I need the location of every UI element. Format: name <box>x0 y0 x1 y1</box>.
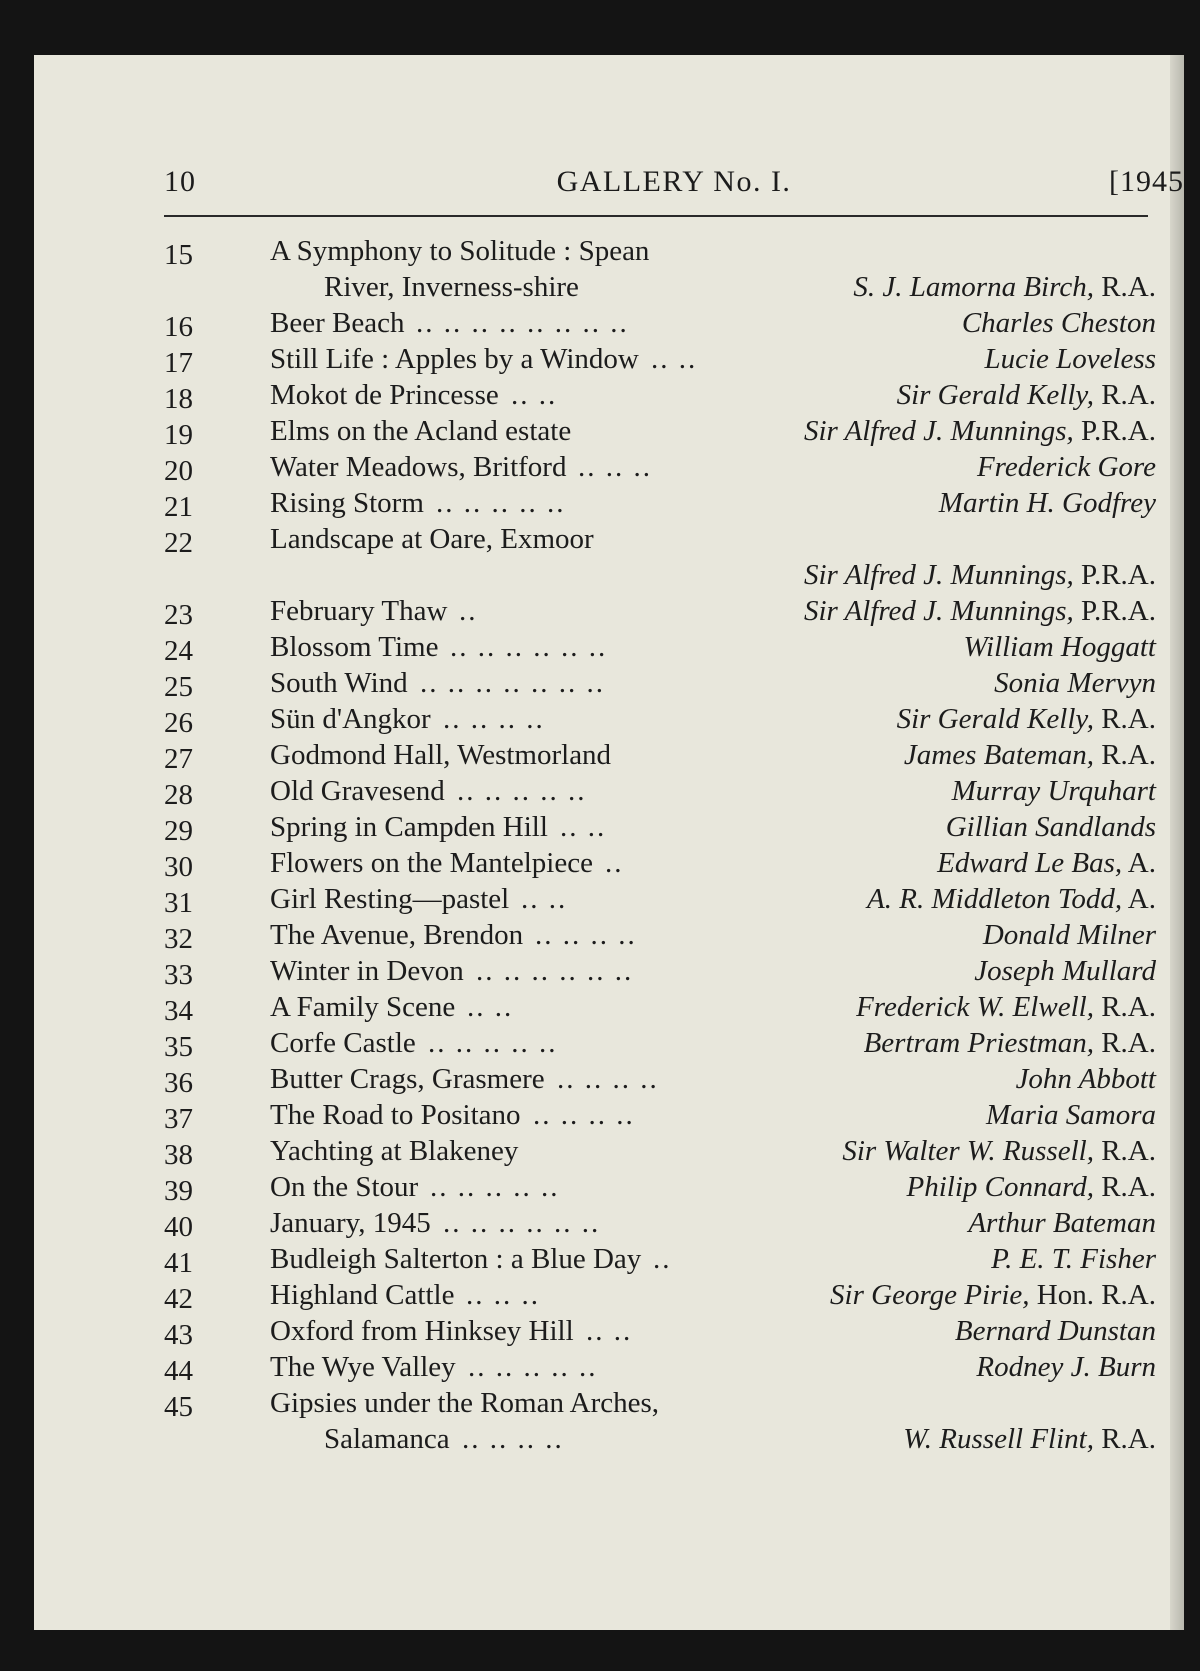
entry-artist <box>984 341 1156 377</box>
artist-name: John Abbott <box>1015 1063 1156 1095</box>
entry-artist: Bertram Priestman, R.A. <box>863 1027 1156 1059</box>
artist-name: Sir Gerald Kelly, <box>896 703 1094 735</box>
catalogue-entry <box>164 305 1156 341</box>
catalogue-entry <box>164 485 1156 521</box>
artist-name: Martin H. Godfrey <box>938 487 1156 519</box>
catalogue-entry <box>164 413 1156 449</box>
entry-number: 32 <box>164 923 193 955</box>
catalogue-entry <box>164 341 1156 377</box>
entry-artist: Sir Alfred J. Munnings, P.R.A. <box>803 595 1156 627</box>
catalogue-entry <box>164 521 1156 557</box>
entry-title: Elms on the Acland estate <box>270 415 572 447</box>
entry-artist: W. Russell Flint, R.A. <box>903 1423 1156 1455</box>
catalogue-entry <box>164 377 1156 413</box>
entry-title: Corfe Castle <box>270 1027 416 1059</box>
entry-number: 34 <box>164 995 193 1027</box>
artist-name: A. R. Middleton Todd, <box>867 883 1123 915</box>
entry-title: Budleigh Salterton : a Blue Day <box>270 1243 642 1275</box>
catalogue-list <box>164 233 1156 1457</box>
leader-dots: .. .. <box>560 811 607 843</box>
catalogue-entry <box>164 953 1156 989</box>
entry-artist <box>991 1241 1156 1277</box>
leader-dots: .. .. .. .. <box>443 703 545 735</box>
leader-dots: .. .. .. .. <box>533 1099 635 1131</box>
entry-title: Highland Cattle <box>270 1279 455 1311</box>
catalogue-entry <box>164 773 1156 809</box>
catalogue-entry <box>164 1025 1156 1061</box>
catalogue-entry <box>164 1277 1156 1313</box>
artist-name: Sir Alfred J. Munnings, <box>803 415 1074 447</box>
entry-artist <box>946 809 1156 845</box>
artist-name: Frederick W. Elwell, <box>856 991 1094 1023</box>
entry-number: 16 <box>164 311 193 343</box>
catalogue-page <box>34 55 1184 1630</box>
artist-name: Maria Samora <box>986 1099 1156 1131</box>
entry-artist: James Bateman, R.A. <box>903 739 1156 771</box>
leader-dots: .. .. .. .. .. <box>468 1351 598 1383</box>
entry-artist: Sir Gerald Kelly, R.A. <box>896 379 1156 411</box>
entry-artist: Sir Alfred J. Munnings, P.R.A. <box>803 415 1156 447</box>
entry-title: The Wye Valley <box>270 1351 456 1383</box>
artist-name: Sir Alfred J. Munnings, <box>803 559 1074 591</box>
entry-artist: Sir George Pirie, Hon. R.A. <box>830 1279 1156 1311</box>
artist-name: Rodney J. Burn <box>976 1351 1156 1383</box>
entry-number: 21 <box>164 491 193 523</box>
entry-artist <box>974 953 1156 989</box>
entry-title: Gipsies under the Roman Arches, <box>270 1387 660 1419</box>
entry-artist: Sir Alfred J. Munnings, P.R.A. <box>803 559 1156 591</box>
entry-artist: S. J. Lamorna Birch, R.A. <box>853 271 1156 303</box>
entry-title: A Symphony to Solitude : Spean <box>270 235 650 267</box>
entry-artist <box>939 485 1156 521</box>
entry-title-continued: Salamanca <box>324 1423 450 1455</box>
leader-dots: .. .. <box>651 343 698 375</box>
leader-dots: .. .. .. .. .. <box>457 775 587 807</box>
entry-title: South Wind <box>270 667 408 699</box>
catalogue-entry <box>164 1133 1156 1169</box>
leader-dots: .. .. <box>586 1315 633 1347</box>
catalogue-entry <box>164 1097 1156 1133</box>
entry-title: Flowers on the Mantelpiece <box>270 847 593 879</box>
entry-title: A Family Scene <box>270 991 456 1023</box>
entry-number: 19 <box>164 419 193 451</box>
leader-dots: .. .. .. .. .. .. <box>476 955 634 987</box>
catalogue-entry <box>164 989 1156 1025</box>
catalogue-entry <box>164 233 1156 269</box>
entry-artist <box>955 1313 1156 1349</box>
entry-title: Godmond Hall, Westmorland <box>270 739 612 771</box>
header-rule <box>164 215 1148 217</box>
entry-number: 41 <box>164 1247 193 1279</box>
page-spine <box>1170 55 1184 1630</box>
entry-artist <box>962 305 1156 341</box>
artist-name: Joseph Mullard <box>974 955 1156 987</box>
artist-name: Sir Walter W. Russell, <box>842 1135 1094 1167</box>
entry-number: 22 <box>164 527 193 559</box>
leader-dots: .. .. .. .. .. .. <box>443 1207 601 1239</box>
entry-number: 24 <box>164 635 193 667</box>
entry-number: 33 <box>164 959 193 991</box>
artist-name: Donald Milner <box>982 919 1156 951</box>
entry-number: 38 <box>164 1139 193 1171</box>
catalogue-entry <box>164 449 1156 485</box>
catalogue-entry <box>164 881 1156 917</box>
entry-title: The Road to Positano <box>270 1099 521 1131</box>
artist-name: Bernard Dunstan <box>954 1315 1156 1347</box>
entry-number: 26 <box>164 707 193 739</box>
entry-artist <box>977 449 1156 485</box>
entry-artist <box>1016 1061 1156 1097</box>
entry-number: 27 <box>164 743 193 775</box>
entry-number: 45 <box>164 1391 193 1423</box>
catalogue-entry <box>164 593 1156 629</box>
leader-dots: .. .. .. <box>466 1279 540 1311</box>
entry-artist: Frederick W. Elwell, R.A. <box>856 991 1156 1023</box>
catalogue-entry <box>164 1169 1156 1205</box>
catalogue-entry <box>164 809 1156 845</box>
catalogue-entry <box>164 1385 1156 1421</box>
artist-name: Murray Urquhart <box>951 775 1156 807</box>
leader-dots: .. .. .. .. .. .. .. .. <box>416 307 629 339</box>
entry-number: 15 <box>164 239 193 271</box>
artist-name: Charles Cheston <box>961 307 1156 339</box>
catalogue-entry <box>164 845 1156 881</box>
entry-title: February Thaw <box>270 595 448 627</box>
entry-title: Winter in Devon <box>270 955 464 987</box>
entry-number: 39 <box>164 1175 193 1207</box>
entry-artist <box>976 1349 1156 1385</box>
leader-dots: .. <box>653 1243 672 1275</box>
leader-dots: .. .. .. <box>578 451 652 483</box>
leader-dots: .. .. <box>511 379 558 411</box>
artist-name: Arthur Bateman <box>968 1207 1156 1239</box>
entry-artist <box>963 629 1156 665</box>
artist-name: James Bateman, <box>903 739 1094 771</box>
leader-dots: .. .. .. .. .. <box>428 1027 558 1059</box>
entry-number: 20 <box>164 455 193 487</box>
catalogue-entry-continued <box>164 269 1156 305</box>
page-header <box>164 165 1184 215</box>
entry-number: 37 <box>164 1103 193 1135</box>
page-year: [1945 <box>1109 165 1184 198</box>
entry-title: Yachting at Blakeney <box>270 1135 519 1167</box>
artist-name: Sir George Pirie, <box>830 1279 1030 1311</box>
artist-name: Sir Gerald Kelly, <box>896 379 1094 411</box>
leader-dots: .. .. <box>467 991 514 1023</box>
entry-number: 28 <box>164 779 193 811</box>
entry-number: 36 <box>164 1067 193 1099</box>
leader-dots: .. .. .. .. <box>535 919 637 951</box>
entry-title: Water Meadows, Britford <box>270 451 567 483</box>
leader-dots: .. .. .. .. <box>557 1063 659 1095</box>
artist-name: Sonia Mervyn <box>994 667 1156 699</box>
artist-name: Edward Le Bas, <box>937 847 1123 879</box>
entry-number: 40 <box>164 1211 193 1243</box>
entry-number: 29 <box>164 815 193 847</box>
entry-title: Beer Beach <box>270 307 405 339</box>
artist-name: William Hoggatt <box>963 631 1156 663</box>
catalogue-entry <box>164 1241 1156 1277</box>
artist-name: Bertram Priestman, <box>863 1027 1094 1059</box>
artist-name: W. Russell Flint, <box>903 1423 1094 1455</box>
entry-title: Landscape at Oare, Exmoor <box>270 523 594 555</box>
entry-number: 42 <box>164 1283 193 1315</box>
catalogue-entry <box>164 1349 1156 1385</box>
entry-number: 35 <box>164 1031 193 1063</box>
catalogue-entry <box>164 701 1156 737</box>
entry-title: The Avenue, Brendon <box>270 919 524 951</box>
entry-title: Spring in Campden Hill <box>270 811 548 843</box>
artist-name: Lucie Loveless <box>984 343 1156 375</box>
leader-dots: .. .. <box>521 883 568 915</box>
entry-title: Oxford from Hinksey Hill <box>270 1315 574 1347</box>
leader-dots: .. .. .. .. <box>462 1423 564 1455</box>
entry-title: Still Life : Apples by a Window <box>270 343 639 375</box>
catalogue-entry-continued <box>164 1421 1156 1457</box>
entry-artist: A. R. Middleton Todd, A. <box>867 883 1156 915</box>
entry-artist: Sir Gerald Kelly, R.A. <box>896 703 1156 735</box>
entry-number: 18 <box>164 383 193 415</box>
entry-number: 44 <box>164 1355 193 1387</box>
entry-artist: Edward Le Bas, A. <box>937 847 1156 879</box>
artist-name: Gillian Sandlands <box>945 811 1156 843</box>
leader-dots: .. .. .. .. .. .. <box>450 631 608 663</box>
entry-title: On the Stour <box>270 1171 419 1203</box>
entry-artist: Sir Walter W. Russell, R.A. <box>842 1135 1156 1167</box>
catalogue-entry <box>164 665 1156 701</box>
catalogue-entry <box>164 917 1156 953</box>
entry-title: Mokot de Princesse <box>270 379 499 411</box>
entry-title: January, 1945 <box>270 1207 431 1239</box>
leader-dots: .. <box>459 595 478 627</box>
entry-title: Butter Crags, Grasmere <box>270 1063 545 1095</box>
entry-artist <box>983 917 1156 953</box>
entry-title-continued: River, Inverness-shire <box>324 271 579 303</box>
entry-title: Blossom Time <box>270 631 439 663</box>
artist-name: Philip Connard, <box>906 1171 1094 1203</box>
entry-number: 25 <box>164 671 193 703</box>
catalogue-entry <box>164 1313 1156 1349</box>
leader-dots: .. .. .. .. .. <box>436 487 566 519</box>
entry-artist <box>968 1205 1156 1241</box>
entry-number: 17 <box>164 347 193 379</box>
artist-name: Frederick Gore <box>976 451 1156 483</box>
entry-number: 30 <box>164 851 193 883</box>
entry-number: 43 <box>164 1319 193 1351</box>
leader-dots: .. <box>605 847 624 879</box>
leader-dots: .. .. .. .. .. .. .. <box>420 667 605 699</box>
entry-artist: Philip Connard, R.A. <box>906 1171 1156 1203</box>
catalogue-entry <box>164 737 1156 773</box>
artist-name: Sir Alfred J. Munnings, <box>803 595 1074 627</box>
catalogue-entry-continued <box>164 557 1156 593</box>
catalogue-entry <box>164 1061 1156 1097</box>
artist-name: P. E. T. Fisher <box>991 1243 1156 1275</box>
page-title: GALLERY No. I. <box>556 165 792 198</box>
entry-title: Girl Resting—pastel <box>270 883 510 915</box>
entry-artist <box>986 1097 1156 1133</box>
catalogue-entry <box>164 629 1156 665</box>
entry-artist <box>994 665 1156 701</box>
entry-number: 31 <box>164 887 193 919</box>
entry-artist <box>952 773 1156 809</box>
artist-name: S. J. Lamorna Birch, <box>853 271 1094 303</box>
entry-number: 23 <box>164 599 193 631</box>
catalogue-entry <box>164 1205 1156 1241</box>
entry-title: Sün d'Angkor <box>270 703 431 735</box>
leader-dots: .. .. .. .. .. <box>430 1171 560 1203</box>
entry-title: Old Gravesend <box>270 775 445 807</box>
page-number: 10 <box>164 165 196 198</box>
entry-title: Rising Storm <box>270 487 424 519</box>
